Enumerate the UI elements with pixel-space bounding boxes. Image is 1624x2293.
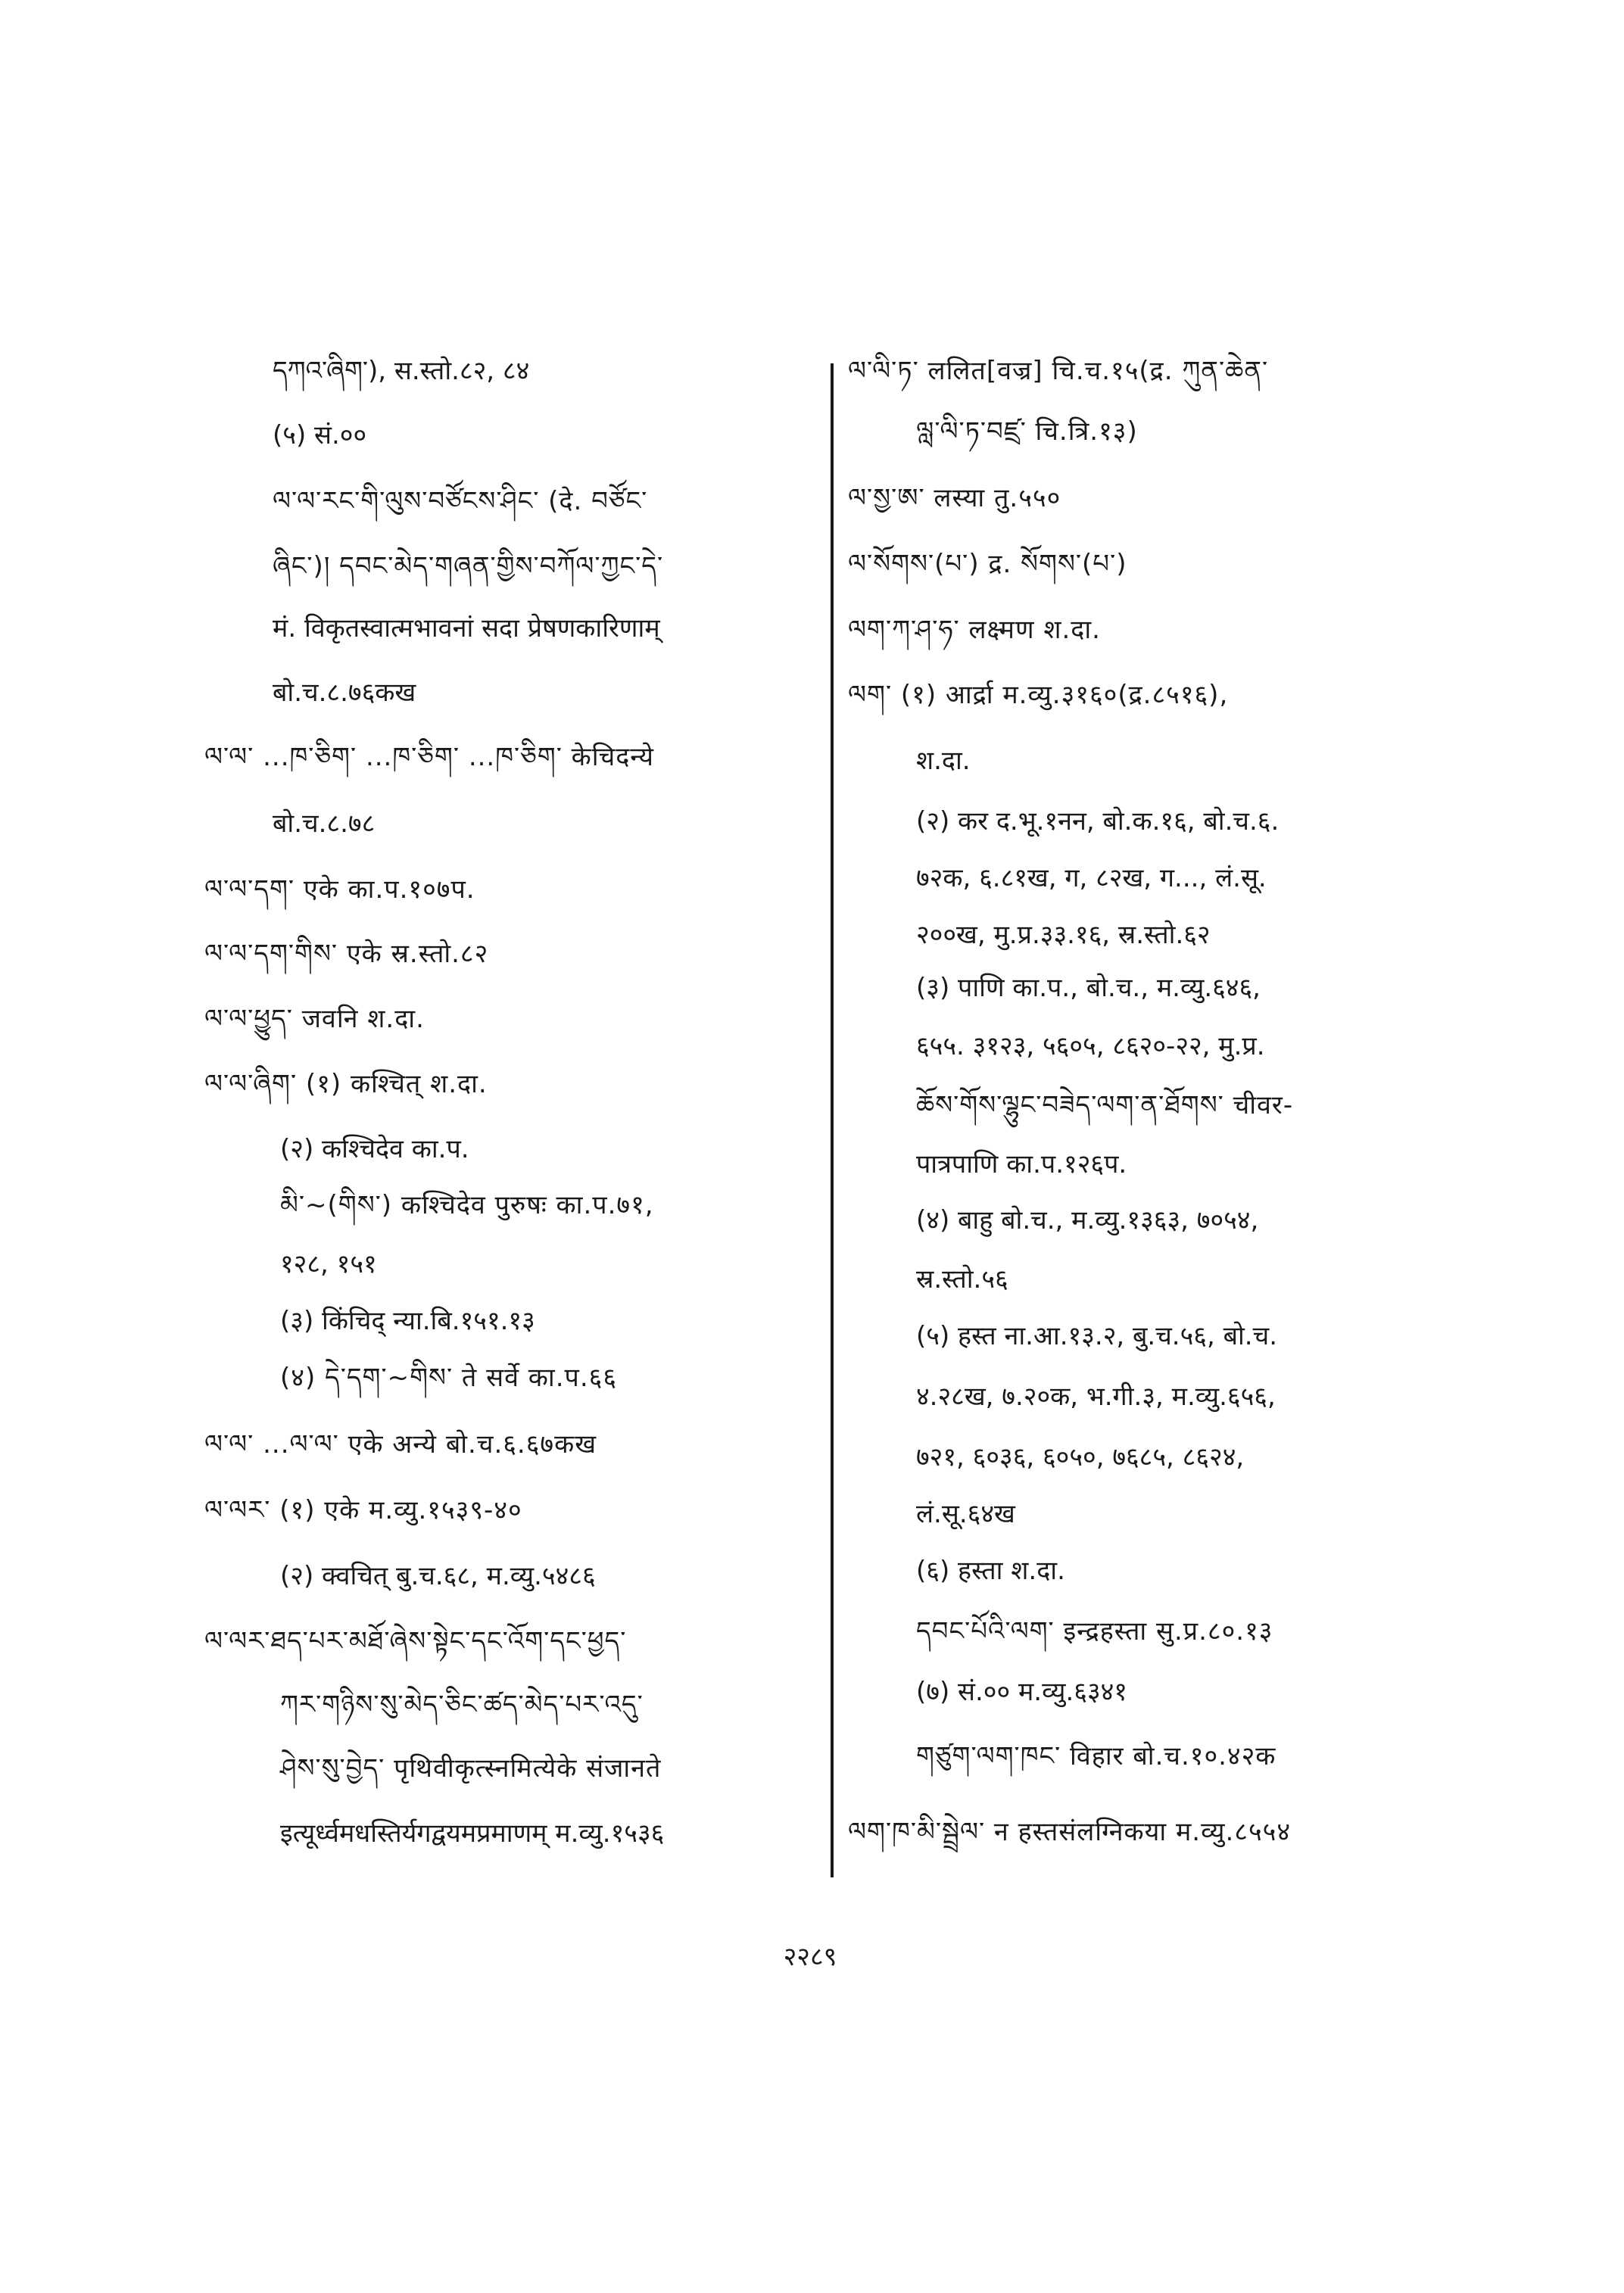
entry-line: ལླ་ལི་ཏ་བཛྲ་ चि.त्रि.१३) [916,416,1138,447]
entry-line: ལ་ལ་དག་གིས་ एके स्र.स्तो.८२ [204,939,489,969]
entry-line: ལག་ཁ་མི་སྦྲེལ་ न हस्तसंलग्निकया म.व्यु.८५५४ [848,1817,1291,1847]
entry-line: ལ་ལ་ཞིག་ (१) कश्चित् श.दा. [204,1069,488,1099]
entry-line: स्र.स्तो.५६ [916,1264,1008,1294]
entry-line: (५) सं.०० [273,420,367,450]
entry-line: ལ་སོགས་(པ་) द्र. སོགས་(པ་) [848,549,1127,579]
entry-line: ཞིང་)། དབང་མེད་གཞན་གྱིས་བཀོལ་ཀྱང་དེ་ [273,551,664,581]
entry-line: ६५५. ३१२३, ५६०५, ८६२०-२२, मु.प्र. [916,1031,1265,1061]
entry-line: ཤེས་སུ་བྱེད་ पृथिवीकृत्स्नमित्येके संजानते [280,1753,662,1784]
entry-line: (७) सं.०० म.व्यु.६३४१ [916,1677,1127,1707]
entry-line: (६) हस्ता श.दा. [916,1556,1065,1586]
entry-line: (४) बाहु बो.च., म.व्यु.१३६३, ७०५४, [916,1205,1259,1235]
entry-line: ལ་ལ་ ...ཁ་ཅིག་ ...ཁ་ཅིག་ ...ཁ་ཅིག་ केचिदन्ये [204,742,654,772]
entry-line: २००ख, मु.प्र.३३.१६, स्र.स्तो.६२ [916,920,1211,950]
entry-line: ལག་ (१) आर्द्रा म.व्यु.३१६०(द्र.८५१६), [848,680,1229,710]
entry-line: श.दा. [916,746,971,776]
entry-line: ལ་ལི་ཏ་ ललित[वज्र] चि.च.१५(द्र. ཀུན་ཆེན་ [848,356,1269,386]
entry-line: (३) किंचिद् न्या.बि.१५१.१३ [280,1306,535,1336]
entry-line: ལ་ལ་ ...ལ་ལ་ एके अन्ये बो.च.६.६७कख [204,1429,597,1460]
entry-line: ལ་ལར་ཐད་པར་མཐོ་ཞེས་སྟེང་དང་འོག་དང་ཕྱད་ [204,1626,627,1656]
column-divider [831,363,834,1877]
entry-line: बो.च.८.७६कख [273,678,416,708]
entry-line: ལ་སྱ་ཨ་ लस्या तु.५५० [848,483,1061,513]
entry-line: (२) कश्चिदेव का.प. [280,1134,469,1164]
entry-line: མི་~(གིས་) कश्चिदेव पुरुषः का.प.७१, [280,1190,654,1220]
entry-line: १२८, १५१ [280,1249,377,1279]
entry-line: ७२१, ६०३६, ६०५०, ७६८५, ८६२४, [916,1442,1245,1472]
entry-line: इत्यूर्ध्वमधस्तिर्यगद्वयमप्रमाणम् म.व्यु.१५३६ [280,1818,665,1849]
entry-line: ལག་ཀ་ཤ་ཧ་ लक्ष्मण श.दा. [848,615,1101,645]
entry-line: གཙུག་ལག་ཁང་ विहार बो.च.१०.४२क [916,1741,1276,1771]
entry-line: ལ་ལ་དག་ एके का.प.१०७प. [204,874,475,905]
entry-line: ཆོས་གོས་ལྷུང་བཟེད་ལག་ན་ཐོགས་ चीवर- [916,1090,1294,1120]
entry-line: बो.च.८.७८ [273,808,376,839]
entry-line: དཀའ་ཞིག་), स.स्तो.८२, ८४ [273,356,530,386]
entry-line: (२) कर द.भू.१नन, बो.क.१६, बो.च.६. [916,806,1280,837]
entry-line: पात्रपाणि का.प.१२६प. [916,1149,1127,1179]
entry-line: ཀར་གཉིས་སུ་མེད་ཅིང་ཚད་མེད་པར་འདུ་ [280,1690,644,1720]
entry-line: (५) हस्त ना.आ.१३.२, बु.च.५६, बो.च. [916,1321,1278,1351]
entry-line: དབང་པོའི་ལག་ इन्द्रहस्ता सु.प्र.८०.१३ [916,1616,1273,1647]
entry-line: ४.२८ख, ७.२०क, भ.गी.३, म.व्यु.६५६, [916,1382,1276,1412]
entry-line: ལ་ལ་རང་གི་ལུས་བཙོངས་ཤིང་ (दे. བཙོང་ [273,486,648,516]
entry-line: लं.सू.६४ख [916,1499,1015,1529]
entry-line: ལ་ལར་ (१) एके म.व्यु.१५३९-४० [204,1495,522,1525]
entry-line: (३) पाणि का.प., बो.च., म.व्यु.६४६, [916,973,1261,1003]
page-number: २२८९ [783,1942,837,1972]
entry-line: (४) དེ་དག་~གིས་ ते सर्वे का.प.६६ [280,1363,618,1393]
entry-line: ७२क, ६.८१ख, ग, ८२ख, ग..., लं.सू. [916,863,1267,893]
entry-line: मं. विकृतस्वात्मभावनां सदा प्रेषणकारिणाम् [273,613,660,643]
entry-line: (२) क्वचित् बु.च.६८, म.व्यु.५४८६ [280,1561,596,1591]
entry-line: ལ་ལ་ཕྱུད་ जवनि श.दा. [204,1004,425,1034]
